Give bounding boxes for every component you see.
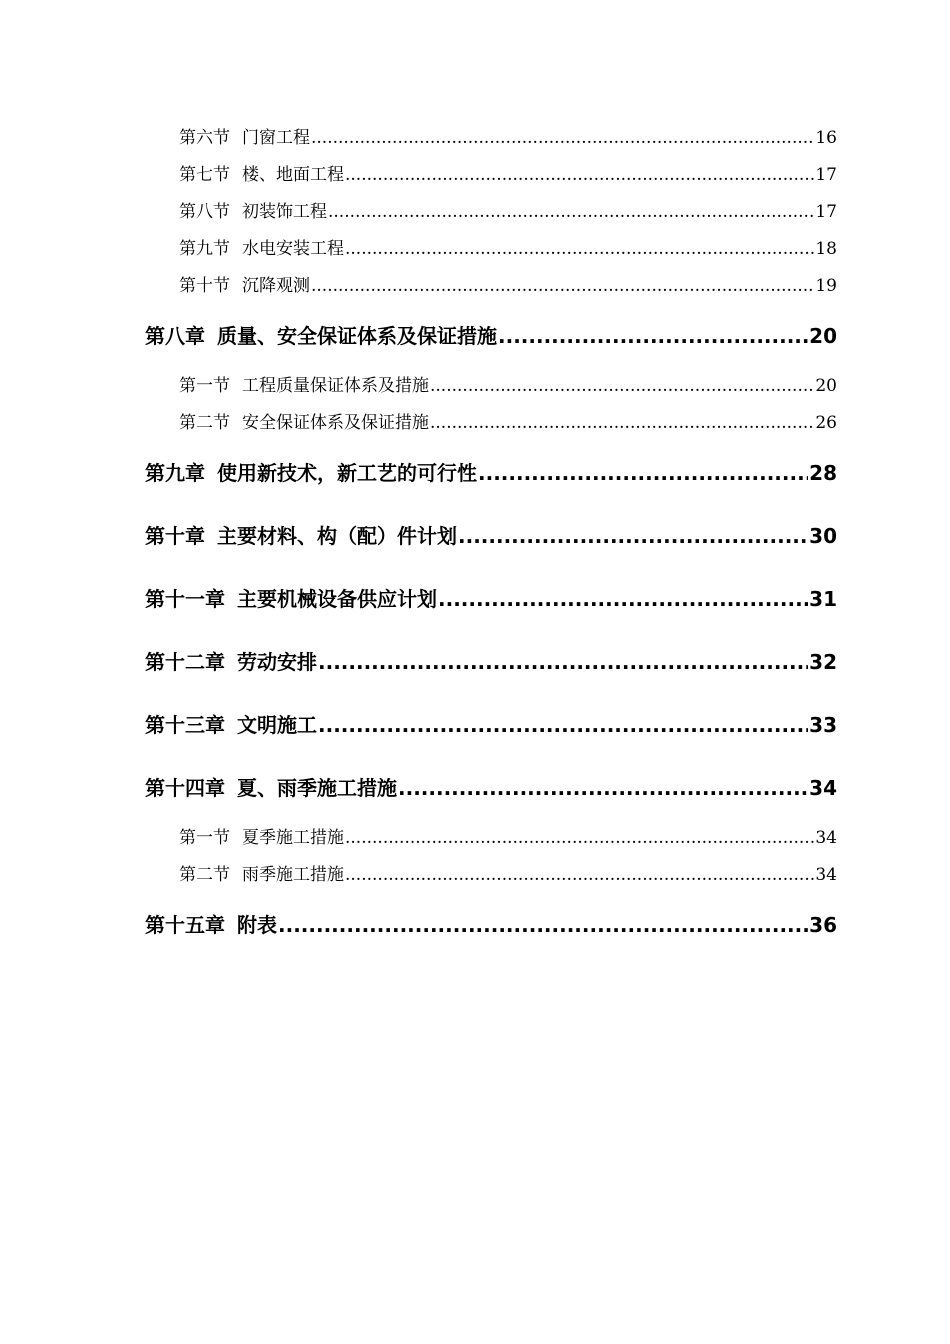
toc-entry-text: 主要材料、构（配）件计划 — [217, 524, 457, 548]
toc-entry-title — [145, 894, 277, 957]
toc-page-number: 17 — [815, 165, 837, 185]
toc-entry-label: 第八章 — [145, 324, 205, 348]
toc-chapter-entry[interactable] — [145, 631, 837, 694]
dot-leader — [278, 894, 808, 957]
dot-leader — [458, 505, 808, 568]
toc-section-entry[interactable] — [145, 157, 837, 194]
toc-page-number: 16 — [815, 128, 837, 148]
toc-entry-title — [179, 157, 344, 194]
toc-entry-label: 第十四章 — [145, 776, 225, 800]
dot-leader — [345, 857, 814, 894]
toc-section-entry[interactable] — [145, 368, 837, 405]
toc-entry-label: 第二节 — [179, 865, 230, 885]
toc-section-entry[interactable] — [145, 857, 837, 894]
toc-entry-label: 第十节 — [179, 276, 230, 296]
toc-page-number: 34 — [815, 828, 837, 848]
dot-leader — [345, 231, 814, 268]
toc-chapter-entry[interactable] — [145, 757, 837, 820]
toc-entry-label: 第十一章 — [145, 587, 225, 611]
dot-leader — [430, 405, 814, 442]
toc-entry-title — [179, 820, 344, 857]
toc-entry-title — [145, 305, 497, 368]
toc-section-entry[interactable] — [145, 268, 837, 305]
toc-page-number: 18 — [815, 239, 837, 259]
toc-page-number: 34 — [815, 865, 837, 885]
toc-entry-title — [179, 268, 310, 305]
toc-entry-label: 第二节 — [179, 413, 230, 433]
toc-chapter-entry[interactable] — [145, 305, 837, 368]
toc-entry-text: 夏、雨季施工措施 — [237, 776, 397, 800]
toc-entry-text: 夏季施工措施 — [242, 828, 344, 848]
toc-entry-text: 文明施工 — [237, 713, 317, 737]
toc-entry-text: 沉降观测 — [242, 276, 310, 296]
toc-entry-text: 门窗工程 — [242, 128, 310, 148]
dot-leader — [478, 442, 808, 505]
toc-chapter-entry[interactable] — [145, 442, 837, 505]
toc-page-number: 34 — [809, 776, 837, 800]
toc-entry-text: 主要机械设备供应计划 — [237, 587, 437, 611]
toc-entry-text: 劳动安排 — [237, 650, 317, 674]
toc-entry-title — [145, 442, 477, 505]
toc-entry-title — [179, 194, 327, 231]
toc-entry-title — [179, 231, 344, 268]
toc-entry-label: 第十三章 — [145, 713, 225, 737]
toc-section-entry[interactable] — [145, 194, 837, 231]
toc-entry-label: 第十章 — [145, 524, 205, 548]
toc-entry-text: 雨季施工措施 — [242, 865, 344, 885]
toc-entry-text: 初装饰工程 — [242, 202, 327, 222]
toc-entry-label: 第十五章 — [145, 913, 225, 937]
toc-page-number: 26 — [815, 413, 837, 433]
toc-entry-text: 楼、地面工程 — [242, 165, 344, 185]
toc-section-entry[interactable] — [145, 120, 837, 157]
toc-entry-label: 第一节 — [179, 376, 230, 396]
dot-leader — [311, 120, 814, 157]
toc-section-entry[interactable] — [145, 405, 837, 442]
toc-entry-title — [179, 120, 310, 157]
toc-page-number: 17 — [815, 202, 837, 222]
toc-page-number: 28 — [809, 461, 837, 485]
toc-page-number: 20 — [809, 324, 837, 348]
toc-entry-label: 第八节 — [179, 202, 230, 222]
dot-leader — [438, 568, 808, 631]
dot-leader — [345, 820, 814, 857]
toc-page-number: 33 — [809, 713, 837, 737]
toc-entry-text: 安全保证体系及保证措施 — [242, 413, 429, 433]
toc-chapter-entry[interactable] — [145, 505, 837, 568]
toc-page-number: 19 — [815, 276, 837, 296]
toc-entry-text: 使用新技术，新工艺的可行性 — [217, 461, 477, 485]
toc-chapter-entry[interactable] — [145, 568, 837, 631]
toc-page-number: 30 — [809, 524, 837, 548]
toc-entry-title — [145, 631, 317, 694]
toc-entry-title — [179, 405, 429, 442]
toc-page-number: 20 — [815, 376, 837, 396]
dot-leader — [318, 631, 808, 694]
toc-entry-text: 附表 — [237, 913, 277, 937]
toc-section-entry[interactable] — [145, 820, 837, 857]
toc-entry-label: 第一节 — [179, 828, 230, 848]
dot-leader — [328, 194, 814, 231]
toc-page-number: 36 — [809, 913, 837, 937]
toc-entry-title — [145, 757, 397, 820]
toc-entry-text: 工程质量保证体系及措施 — [242, 376, 429, 396]
toc-section-entry[interactable] — [145, 231, 837, 268]
toc-entry-title — [145, 694, 317, 757]
toc-entry-title — [145, 505, 457, 568]
dot-leader — [398, 757, 808, 820]
toc-chapter-entry[interactable] — [145, 894, 837, 957]
toc-entry-label: 第六节 — [179, 128, 230, 148]
toc-chapter-entry[interactable] — [145, 694, 837, 757]
dot-leader — [430, 368, 814, 405]
toc-entry-label: 第七节 — [179, 165, 230, 185]
toc-entry-text: 水电安装工程 — [242, 239, 344, 259]
toc-page-number: 31 — [809, 587, 837, 611]
toc-entry-label: 第九节 — [179, 239, 230, 259]
dot-leader — [318, 694, 808, 757]
table-of-contents — [145, 120, 837, 957]
toc-entry-label: 第十二章 — [145, 650, 225, 674]
toc-entry-title — [179, 368, 429, 405]
toc-entry-label: 第九章 — [145, 461, 205, 485]
dot-leader — [311, 268, 814, 305]
toc-entry-title — [145, 568, 437, 631]
toc-page-number: 32 — [809, 650, 837, 674]
dot-leader — [498, 305, 808, 368]
toc-entry-title — [179, 857, 344, 894]
toc-entry-text: 质量、安全保证体系及保证措施 — [217, 324, 497, 348]
dot-leader — [345, 157, 814, 194]
